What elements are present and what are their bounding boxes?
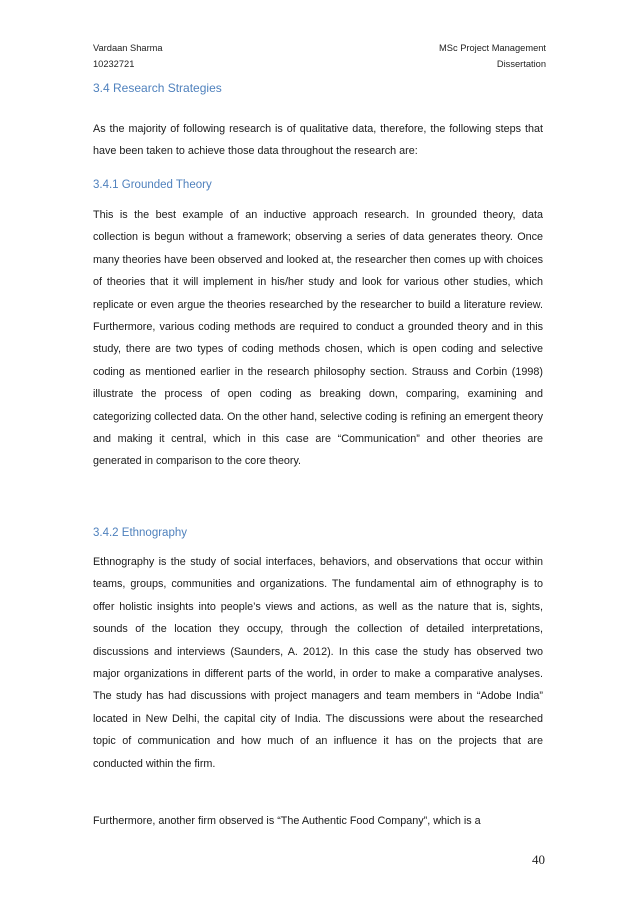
ethnography-text-part2: . In this case the study has observed two major organizations in different parts of the world, in order to make a comparative analyses. The study has had discussions with project managers and team members in “Adobe India” located in New Delhi, the capital city of India. The discussions were about the researched topic of communication and how much of an influence it has on the projects that are conducted within the firm. <box>93 645 543 770</box>
ethnography-heading: 3.4.2 Ethnography <box>93 527 187 539</box>
continuation-paragraph: Furthermore, another firm observed is “The Authentic Food Company”, which is a <box>93 815 481 827</box>
citation-link[interactable]: (Saunders, A. 2012) <box>230 645 331 658</box>
section-title: 3.4 Research Strategies <box>93 81 222 95</box>
header-author: Vardaan Sharma <box>93 43 163 53</box>
header-course: MSc Project Management <box>439 43 546 53</box>
header-student-id: 10232721 <box>93 59 135 69</box>
ethnography-text-part1: Ethnography is the study of social interfaces, behaviors, and observations that occur within teams, groups, communities and organizations. The fundamental aim of ethnography is to offer holistic insights into people’s views and actions, as well as the nature that is, sights, sounds of the location they occupy, through the collection of detailed interpretations, discussions and interviews <box>93 556 543 658</box>
page-number: 40 <box>532 852 545 867</box>
ethnography-paragraph <box>93 551 543 775</box>
grounded-theory-paragraph: This is the best example of an inductive approach research. In grounded theory, data collection is begun without a framework; observing a series of data generates theory. Once many theories have been observed and looked at, the researcher then comes up with choices of theories that it will implement in his/her study and look for various other studies, which replicate or even argue the theories researched by the researcher to build a literature review. Furthermore, various coding methods are required to conduct a grounded theory and in this study, there are two types of coding methods chosen, which is open coding and selective coding as mentioned earlier in the research philosophy section. Strauss and Corbin (1998) illustrate the process of open coding as breaking down, comparing, examining and categorizing collected data. On the other hand, selective coding is refining an emergent theory and making it central, which in this case are “Communication” and other theories are generated in comparison to the core theory. <box>93 209 543 468</box>
grounded-theory-heading: 3.4.1 Grounded Theory <box>93 179 212 191</box>
section-intro-paragraph: As the majority of following research is of qualitative data, therefore, the following steps that have been taken to achieve those data throughout the research are: <box>93 123 543 158</box>
header-doc-type: Dissertation <box>496 59 546 69</box>
